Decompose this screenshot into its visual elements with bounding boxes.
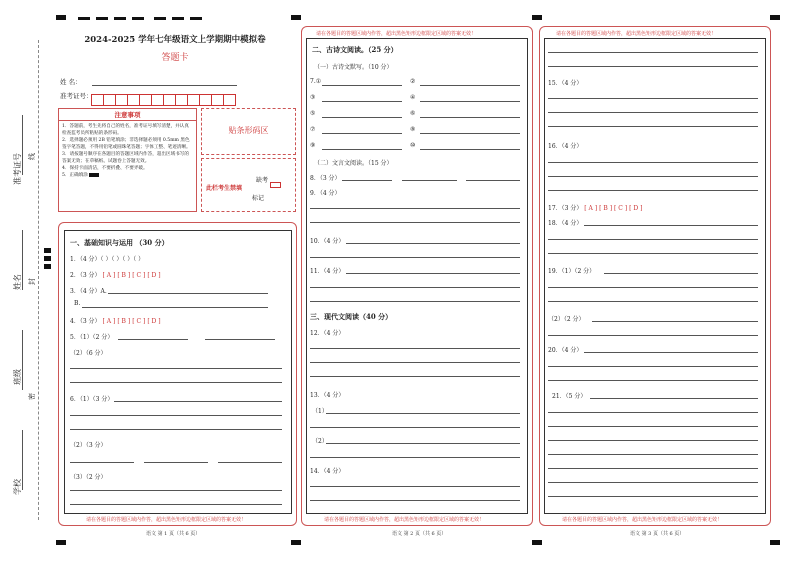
question-1[interactable]: 1．（4 分）（ ）（ ）（ ）（ ） [70,256,145,263]
question-5: 5．（1）（2 分） [70,334,114,341]
answer-line[interactable] [342,180,392,181]
blank-label: 7.① [310,78,322,85]
choice-c[interactable]: [ C ] [132,272,146,279]
answer-line[interactable] [548,412,758,413]
blank-label: ③ [310,94,316,101]
choice-a[interactable]: [ A ] [584,205,598,212]
notice-box [58,108,197,212]
absent-box [201,158,296,212]
blank-label: ⑨ [310,142,316,149]
question-19: 19．（1）（2 分） [548,268,596,275]
barcode-area [201,108,296,155]
answer-line[interactable] [548,366,758,367]
notice-item: 3．请按题号顺序在各题目的答题区域内作答，超出区域书写的答案无效；在草稿纸、试题卷上答题无效。 [62,152,189,164]
answer-line[interactable] [548,162,758,163]
section-3-title: 三、现代文阅读（40 分） [310,312,393,321]
answer-line[interactable] [70,462,134,463]
page-subtitle: 答题卡 [161,53,189,63]
answer-line[interactable] [310,208,520,209]
choice-b[interactable]: [ B ] [599,205,613,212]
notice-item: 5．正确填涂 [62,172,193,179]
blank-line[interactable] [322,101,402,102]
warning-text: 请在各题目的答题区域内作答，超出黑色矩形边框限定区域的答案无效！ [86,517,247,523]
side-class-label: 班级 [13,369,22,385]
answer-line[interactable] [310,500,520,501]
blank-label: ④ [410,94,416,101]
answer-line[interactable] [548,66,758,67]
section-2-title: 二、古诗文阅读。（25 分） [312,45,398,54]
barcode-label: 贴条形码区 [228,126,269,135]
timing-mark [56,15,66,20]
answer-line[interactable] [548,287,758,288]
answer-line[interactable] [548,335,758,336]
timing-mark [291,540,301,545]
timing-mark [96,17,108,20]
name-field[interactable] [92,85,237,86]
blank-line[interactable] [322,85,402,86]
blank-label: ⑦ [310,126,316,133]
timing-mark [56,540,66,545]
side-secret: 密 [28,393,36,400]
choice-d[interactable]: [ D ] [629,205,643,212]
question-20: 20．（4 分） [548,347,583,354]
answer-line[interactable] [584,352,758,353]
page-title: 2024-2025 学年七年级语文上学期期中模拟卷 [84,35,266,45]
blank-label: ⑩ [410,142,416,149]
answer-line[interactable] [310,222,520,223]
answer-line[interactable] [70,429,282,430]
section-1-title: 一、基础知识与运用 （30 分） [70,238,169,247]
answer-line[interactable] [592,321,758,322]
answer-line[interactable] [326,413,520,414]
answer-line[interactable] [310,348,520,349]
question-13a: （1） [312,408,328,415]
answer-line[interactable] [590,398,758,399]
answer-line[interactable] [310,376,520,377]
blank-line[interactable] [420,101,520,102]
notice-item: 4．保持卡面清洁，不要折叠、不要弄破。 [62,166,148,171]
answer-line[interactable] [118,339,188,340]
timing-mark [132,17,144,20]
timing-mark [44,248,51,253]
choice-c[interactable]: [ C ] [132,318,146,325]
answer-line[interactable] [548,301,758,302]
question-11: 11．（4 分） [310,268,345,275]
page-footer: 语文 第 2 页（共 6 页） [392,531,447,537]
blank-label: ⑥ [410,110,416,117]
answer-line[interactable] [310,486,520,487]
answer-line[interactable] [310,427,520,428]
answer-line[interactable] [548,468,758,469]
blank-line[interactable] [420,133,520,134]
absent-lack: 缺考 [256,177,269,184]
side-school-label: 学校 [13,479,22,495]
choice-d[interactable]: [ D ] [147,318,161,325]
blank-line[interactable] [420,85,520,86]
notice-item: 1．答题前，考生先将自己的姓名，准考证号填写清楚，并认真检查监考员所粘贴的条形码。 [62,124,189,136]
warning-text: 请在各题目的答题区域内作答，超出黑色矩形边框限定区域的答案无效！ [324,517,485,523]
blank-line[interactable] [420,149,520,150]
timing-mark [44,264,51,269]
answer-line[interactable] [584,225,758,226]
answer-line[interactable] [548,454,758,455]
question-6: 6．（1）（3 分） [70,396,114,403]
subsection-poem: （一）古诗文默写。（10 分） [314,64,393,71]
choice-a[interactable]: [ A ] [102,272,116,279]
timing-mark [532,540,542,545]
answer-line[interactable] [402,180,457,181]
answer-line[interactable] [70,415,282,416]
timing-mark [44,256,51,261]
side-underline [22,230,23,290]
side-underline [22,430,23,490]
answer-line[interactable] [346,273,520,274]
answer-line[interactable] [548,380,758,381]
question-3: 3．（4 分）A. [70,288,107,295]
question-13b: （2） [312,438,328,445]
name-label: 姓 名： [60,78,82,86]
page-footer: 语文 第 1 页（共 6 页） [146,531,201,537]
answer-line[interactable] [310,362,520,363]
fill-sample-icon [89,173,99,177]
answer-line[interactable] [548,426,758,427]
binding-line [38,40,39,520]
answer-line[interactable] [466,180,520,181]
question-13: 13．（4 分） [310,392,345,399]
answer-line[interactable] [114,401,282,402]
question-15: 15．（4 分） [548,80,583,87]
choice-d[interactable]: [ D ] [147,272,161,279]
blank-label: ⑧ [410,126,416,133]
side-id-label: 准考证号 [13,153,22,185]
answer-line[interactable] [548,190,758,191]
question-2: 2．（3 分） [ A ] [ B ] [ C ] [ D ] [70,272,161,279]
answer-line[interactable] [346,243,520,244]
absent-mark: 标记 [252,195,265,202]
page-footer: 语文 第 3 页（共 6 页） [630,531,685,537]
timing-mark [770,540,780,545]
warning-text: 请在各题目的答题区域内作答，超出黑色矩形边框限定区域的答案无效！ [556,31,717,37]
timing-mark [172,17,184,20]
question-21: 21．（5 分） [552,393,587,400]
answer-line[interactable] [310,457,520,458]
answer-line[interactable] [70,504,282,505]
notice-item: 2．选择题必须用 2B 铅笔填涂；非选择题必须用 0.5mm 黑色签字笔答题，不得用铅笔或圆珠笔答题；字体工整、笔迹清晰。 [62,138,191,150]
answer-line[interactable] [310,301,520,302]
answer-line[interactable] [70,368,282,369]
question-12: 12．（4 分） [310,330,345,337]
answer-line[interactable] [218,462,282,463]
side-name-label: 姓名 [13,274,22,290]
question-17: 17．（3 分） [ A ] [ B ] [ C ] [ D ] [548,205,643,212]
answer-line[interactable] [108,293,268,294]
absent-label: 此栏考生禁填 [206,185,243,192]
choice-b[interactable]: [ B ] [117,318,131,325]
answer-line[interactable] [205,339,275,340]
answer-line[interactable] [548,126,758,127]
side-line: 线 [28,153,36,160]
question-6b: （2）（3 分） [70,442,107,449]
notice-title: 注意事项 [59,109,196,121]
question-18: 18．（4 分） [548,220,583,227]
timing-mark [114,17,126,20]
question-5b: （2）（6 分） [70,350,107,357]
timing-mark [532,15,542,20]
question-10: 10．（4 分） [310,238,345,245]
answer-line[interactable] [82,307,268,308]
question-3b: B. [74,300,81,307]
question-9: 9．（4 分） [310,190,341,197]
question-8: 8．（3 分） [310,175,341,182]
answer-line[interactable] [548,496,758,497]
question-6c: （3）（2 分） [70,474,107,481]
answer-line[interactable] [548,440,758,441]
choice-b[interactable]: [ B ] [117,272,131,279]
timing-mark [154,17,166,20]
choice-a[interactable]: [ A ] [102,318,116,325]
question-19b: （2）（2 分） [548,316,585,323]
side-underline [22,330,23,390]
blank-line[interactable] [420,117,520,118]
answer-line[interactable] [604,273,758,274]
choice-c[interactable]: [ C ] [614,205,628,212]
question-14: 14．（4 分） [310,468,345,475]
warning-text: 请在各题目的答题区域内作答，超出黑色矩形边框限定区域的答案无效！ [316,31,477,37]
id-label: 准考证号： [60,92,93,100]
side-seal: 封 [28,278,36,285]
absent-checkbox[interactable] [270,182,281,188]
answer-line[interactable] [548,112,758,113]
blank-line[interactable] [322,117,402,118]
question-4: 4．（3 分） [ A ] [ B ] [ C ] [ D ] [70,318,161,325]
answer-line[interactable] [548,482,758,483]
timing-mark [291,15,301,20]
question-16: 16．（4 分） [548,143,583,150]
answer-box-3 [544,38,766,514]
blank-line[interactable] [322,149,402,150]
subsection-classical: （二）文言文阅读。（15 分） [314,160,393,167]
answer-line[interactable] [548,176,758,177]
side-underline [22,115,23,175]
answer-line[interactable] [548,253,758,254]
answer-line[interactable] [70,382,282,383]
id-boxes[interactable] [92,89,236,108]
answer-line[interactable] [548,52,758,53]
warning-text: 请在各题目的答题区域内作答，超出黑色矩形边框限定区域的答案无效！ [562,517,723,523]
answer-line[interactable] [70,490,282,491]
answer-line[interactable] [310,257,520,258]
timing-mark [78,17,90,20]
answer-line[interactable] [548,239,758,240]
blank-line[interactable] [322,133,402,134]
timing-mark [770,15,780,20]
blank-label: ⑤ [310,110,316,117]
answer-line[interactable] [144,462,208,463]
blank-label: ② [410,78,416,85]
answer-line[interactable] [548,98,758,99]
answer-line[interactable] [310,287,520,288]
timing-mark [190,17,202,20]
answer-line[interactable] [326,443,520,444]
